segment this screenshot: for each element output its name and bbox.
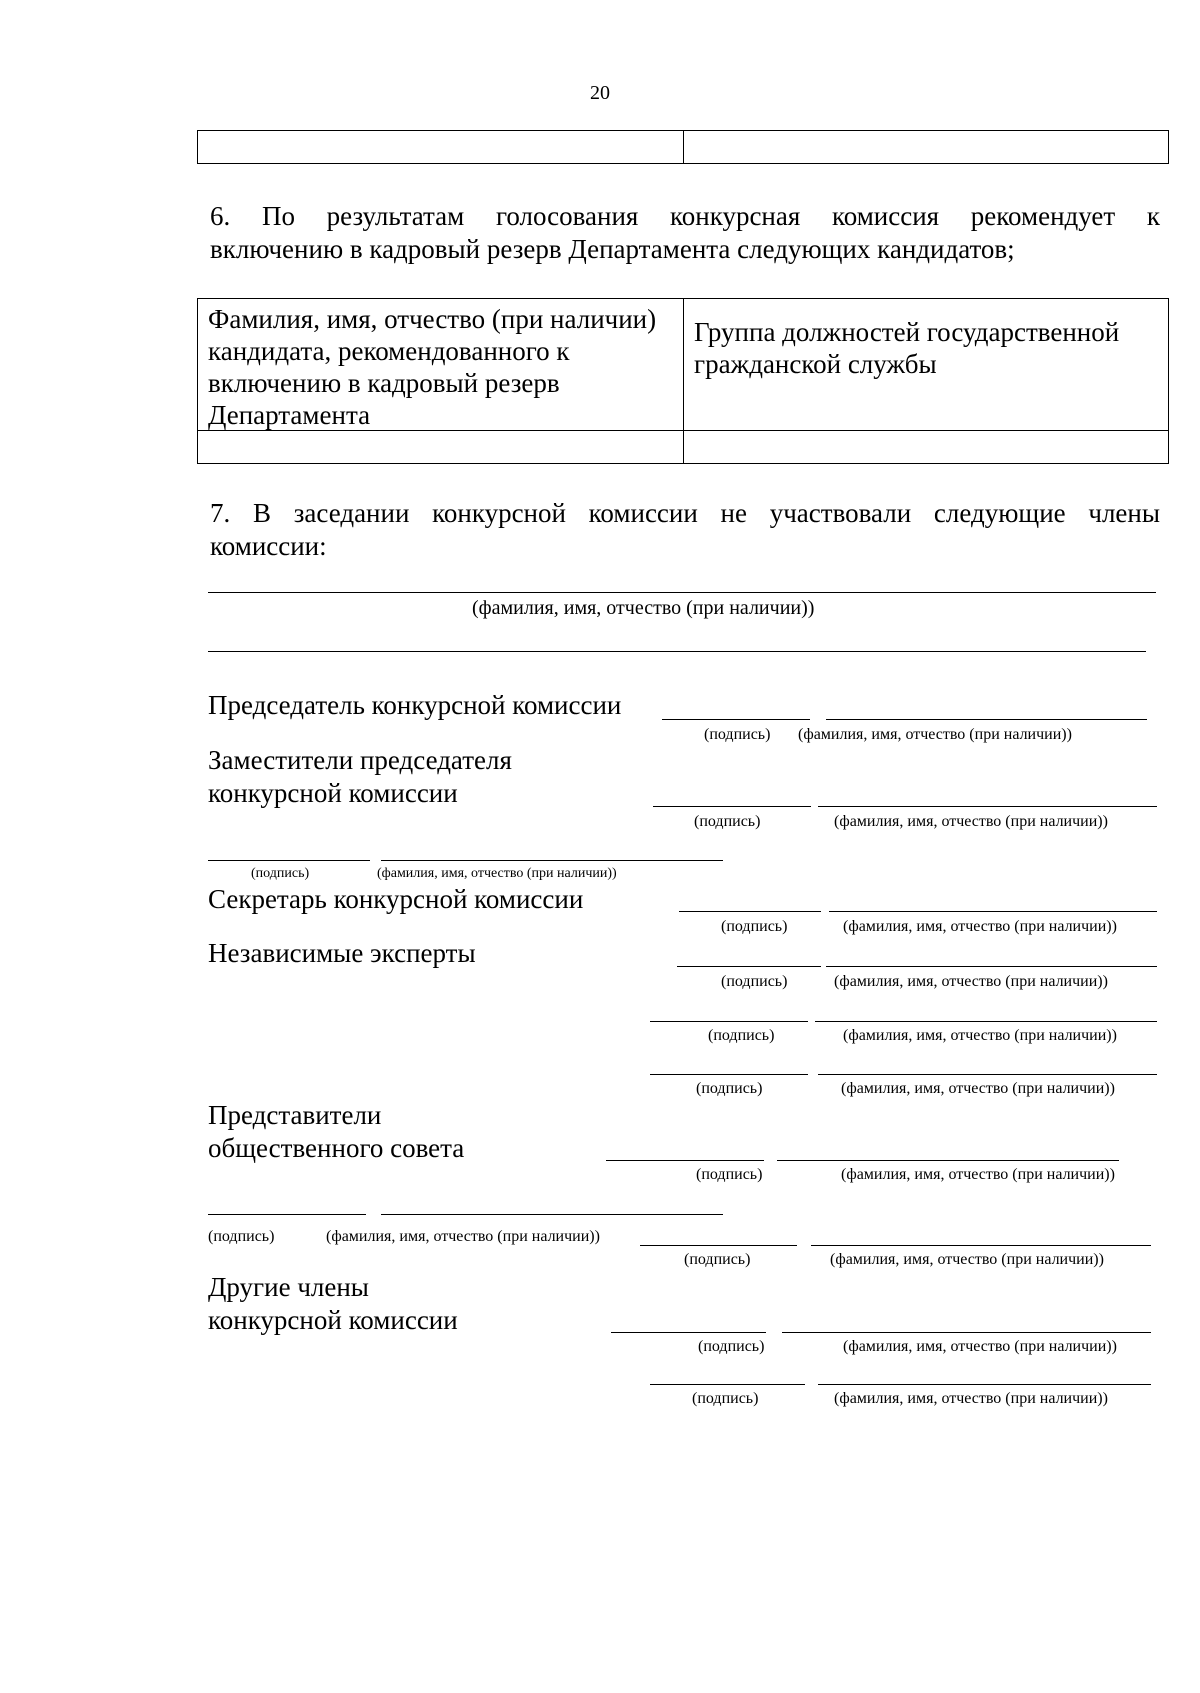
other-2-name-caption: (фамилия, имя, отчество (при наличии)): [834, 1390, 1108, 1407]
expert-3-signature-line: [650, 1074, 808, 1075]
chairman-name-caption: (фамилия, имя, отчество (при наличии)): [798, 726, 1072, 743]
expert-1-signature-line: [677, 966, 821, 967]
public-2-name-caption: (фамилия, имя, отчество (при наличии)): [326, 1228, 600, 1245]
section-7-line1: 7. В заседании конкурсной комиссии не участвовали следующие члены: [210, 498, 1160, 528]
deputy-2-name-line: [381, 860, 723, 861]
deputy-2-signature-caption: (подпись): [251, 866, 310, 881]
absent-member-caption: (фамилия, имя, отчество (при наличии)): [472, 597, 815, 619]
expert-2-name-caption: (фамилия, имя, отчество (при наличии)): [843, 1027, 1117, 1044]
public-3-signature-caption: (подпись): [684, 1251, 751, 1268]
other-1-name-caption: (фамилия, имя, отчество (при наличии)): [843, 1338, 1117, 1355]
section-6-line1: 6. По результатам голосования конкурсная комиссия рекомендует к: [210, 201, 1160, 231]
deputy-1-name-caption: (фамилия, имя, отчество (при наличии)): [834, 813, 1108, 830]
expert-3-name-caption: (фамилия, имя, отчество (при наличии)): [841, 1080, 1115, 1097]
other-1-name-line: [782, 1332, 1151, 1333]
page-number: 20: [590, 82, 610, 104]
public-2-name-line: [381, 1214, 723, 1215]
role-deputies-line2: конкурсной комиссии: [208, 778, 458, 808]
section-7-line2: комиссии:: [210, 531, 327, 561]
absent-member-line-1: [208, 592, 1156, 593]
expert-1-name-line: [826, 966, 1157, 967]
chairman-signature-line: [662, 719, 810, 720]
public-2-signature-caption: (подпись): [208, 1228, 275, 1245]
public-1-name-caption: (фамилия, имя, отчество (при наличии)): [841, 1166, 1115, 1183]
public-3-name-line: [811, 1245, 1151, 1246]
role-chairman: Председатель конкурсной комиссии: [208, 690, 622, 720]
other-1-signature-caption: (подпись): [698, 1338, 765, 1355]
expert-3-signature-caption: (подпись): [696, 1080, 763, 1097]
public-1-name-line: [777, 1160, 1119, 1161]
table-top-cell-1: [197, 130, 684, 164]
deputy-1-signature-caption: (подпись): [694, 813, 761, 830]
deputy-2-signature-line: [208, 860, 370, 861]
table6-empty-cell-2: [683, 430, 1169, 464]
chairman-signature-caption: (подпись): [704, 726, 771, 743]
expert-3-name-line: [818, 1074, 1157, 1075]
public-3-name-caption: (фамилия, имя, отчество (при наличии)): [830, 1251, 1104, 1268]
table6-header-col1: [197, 298, 684, 431]
expert-1-name-caption: (фамилия, имя, отчество (при наличии)): [834, 973, 1108, 990]
expert-2-signature-line: [650, 1021, 808, 1022]
table-top-cell-2: [683, 130, 1169, 164]
expert-2-name-line: [815, 1021, 1157, 1022]
role-public-line2: общественного совета: [208, 1133, 465, 1163]
deputy-1-name-line: [818, 806, 1157, 807]
table6-empty-cell-1: [197, 430, 684, 464]
table6-header-col2: [683, 298, 1169, 431]
public-2-signature-line: [208, 1214, 366, 1215]
section-7-text: [210, 497, 1160, 563]
chairman-name-line: [826, 719, 1147, 720]
secretary-name-caption: (фамилия, имя, отчество (при наличии)): [843, 918, 1117, 935]
other-2-name-line: [818, 1384, 1151, 1385]
public-3-signature-line: [640, 1245, 797, 1246]
secretary-name-line: [829, 911, 1157, 912]
absent-member-line-2: [208, 651, 1146, 652]
section-6-line2: включению в кадровый резерв Департамента следующих кандидатов;: [210, 234, 1015, 264]
deputy-2-name-caption: (фамилия, имя, отчество (при наличии)): [377, 866, 617, 881]
role-experts: Независимые эксперты: [208, 938, 476, 968]
role-deputies-line1: Заместители председателя: [208, 745, 512, 775]
expert-1-signature-caption: (подпись): [721, 973, 788, 990]
deputy-1-signature-line: [653, 806, 811, 807]
other-2-signature-line: [650, 1384, 805, 1385]
public-1-signature-line: [606, 1160, 764, 1161]
role-secretary: Секретарь конкурсной комиссии: [208, 884, 584, 914]
role-others-line1: Другие члены: [208, 1272, 369, 1302]
public-1-signature-caption: (подпись): [696, 1166, 763, 1183]
expert-2-signature-caption: (подпись): [708, 1027, 775, 1044]
other-1-signature-line: [611, 1332, 766, 1333]
table6-header-col2-text: Группа должностей государственной гражданской службы: [694, 317, 1120, 379]
secretary-signature-caption: (подпись): [721, 918, 788, 935]
role-public-line1: Представители: [208, 1100, 382, 1130]
secretary-signature-line: [679, 911, 821, 912]
role-others-line2: конкурсной комиссии: [208, 1305, 458, 1335]
section-6-text: [210, 200, 1160, 266]
other-2-signature-caption: (подпись): [692, 1390, 759, 1407]
table6-header-col1-text: Фамилия, имя, отчество (при наличии) кандидата, рекомендованного к включению в кадровый резерв Департамента: [208, 304, 657, 430]
